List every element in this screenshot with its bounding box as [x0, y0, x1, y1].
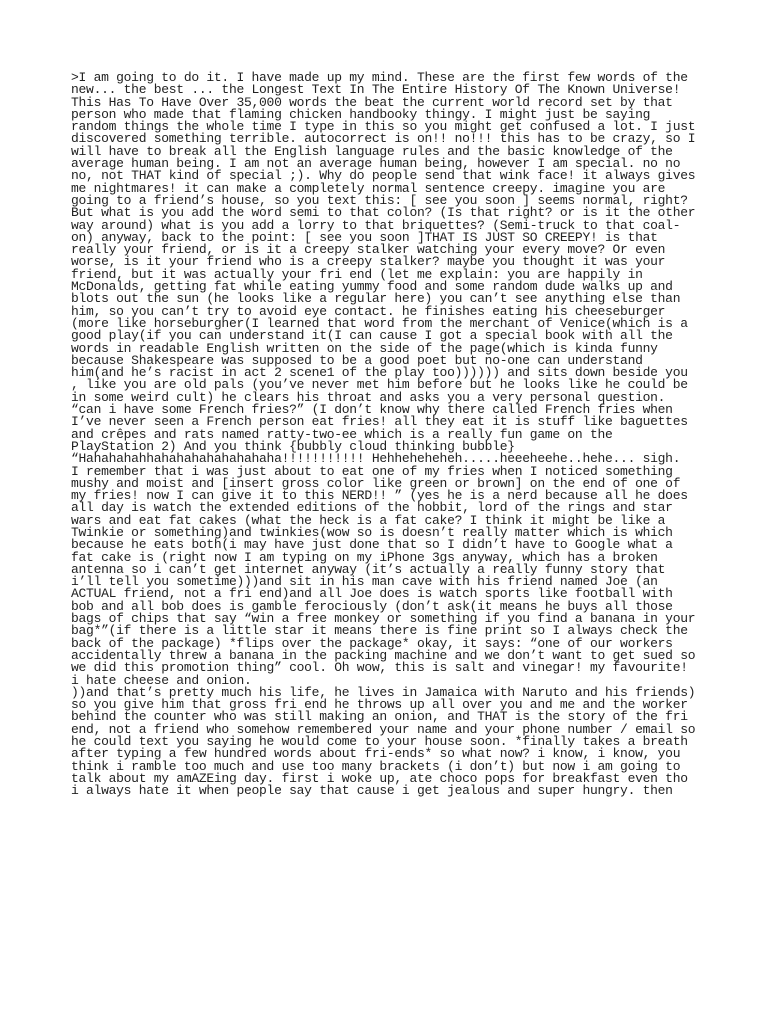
text-line: my fries! now I can give it to this NERD!! ” (yes he is a nerd because all he does	[71, 488, 688, 504]
text-line: This Has To Have Over 35,000 words the beat the current world record set by that	[71, 94, 673, 110]
text-line: after typing a few hundred words about fri-ends* so what now? i know, i know, you	[71, 746, 681, 762]
text-line: “can i have some French fries?” (I don’t know why there called French fries when	[71, 402, 673, 418]
text-line: talk about my amAZEing day. first i woke up, ate choco pops for breakfast even tho	[71, 770, 688, 786]
text-line: I’ve never seen a French person eat fries! all they eat it is stuff like baguettes	[71, 414, 688, 430]
text-line: discovered something terrible. autocorrect is on!! no!!! this has to be crazy, so I	[71, 131, 696, 147]
text-line: “Hahahahahhahahahahahahahaha!!!!!!!!!!! Hehheheheheh.....heeeheehe..hehe... sigh.	[71, 451, 681, 467]
text-line: so you give him that gross fri end he throws up all over you and me and the worker	[71, 697, 688, 713]
text-line: because Shakespeare was supposed to be a good poet but no-one can understand	[71, 352, 643, 368]
text-line: , like you are old pals (you’ve never met him before but he looks like he could be	[71, 377, 688, 393]
text-line: friend, but it was actually your fri end (let me explain: you are happily in	[71, 266, 643, 282]
text-line: him, so you can’t try to avoid eye contact. he finishes eating his cheeseburger	[71, 303, 666, 319]
text-line: bob and all bob does is gamble ferociously (don’t ask(it means he buys all those	[71, 598, 673, 614]
text-line: new... the best ... the Longest Text In The Entire History Of The Known Universe!	[71, 82, 681, 98]
text-line: person who made that flaming chicken handbooky thingy. I might just be saying	[71, 106, 651, 122]
text-line: antenna so i can’t get internet anyway (it’s actually a really funny story that	[71, 561, 666, 577]
text-line: average human being. I am not an average human being, however I am special. no no	[71, 156, 681, 172]
text-line: in some weird cult) he clears his throat and asks you a very personal question.	[71, 389, 666, 405]
document-body-text	[71, 72, 711, 798]
text-line: because he eats both(i may have just done that so I didn’t have to Google what a	[71, 537, 673, 553]
text-line: no, not THAT kind of special ;). Why do people send that wink face! it always gives	[71, 168, 696, 184]
text-line: worse, is it your friend who is a creepy stalker? maybe you thought it was your	[71, 254, 666, 270]
text-line: fat cake is (right now I am typing on my iPhone 3gs anyway, which has a broken	[71, 549, 658, 565]
text-line: bag*”(if there is a little star it means there is fine print so I always check the	[71, 623, 688, 639]
text-line: will have to break all the English language rules and the basic knowledge of the	[71, 143, 673, 159]
text-line: really your friend, or is it a creepy stalker watching your every move? Or even	[71, 242, 666, 258]
text-line: ))and that’s pretty much his life, he lives in Jamaica with Naruto and his friends)	[71, 684, 696, 700]
text-line: PlayStation 2) And you think {bubbly cloud thinking bubble}	[71, 438, 515, 454]
text-line: think i ramble too much and use too many brackets (i don’t) but now i am going to	[71, 758, 681, 774]
text-line: i’ll tell you sometime)))and sit in his man cave with his friend named Joe (an	[71, 574, 658, 590]
text-line: accidentally threw a banana in the packing machine and we don’t want to get sued so	[71, 647, 696, 663]
text-line: McDonalds, getting fat while eating yummy food and some random dude walks up and	[71, 279, 673, 295]
text-line: ACTUAL friend, not a fri end)and all Joe does is watch sports like football with	[71, 586, 673, 602]
text-line: >I am going to do it. I have made up my mind. These are the first few words of the	[71, 70, 688, 85]
text-line: words in readable English written on the side of the page(which is kinda funny	[71, 340, 658, 356]
text-line: good play(if you can understand it(I can cause I got a special book with all the	[71, 328, 673, 344]
text-line: and crêpes and rats named ratty-two-ee which is a really fun game on the	[71, 426, 613, 442]
text-line: he could text you saying he would come to your house soon. *finally takes a breath	[71, 734, 688, 750]
text-line: back of the package) *flips over the package* okay, it says: “one of our workers	[71, 635, 673, 651]
text-line: we did this promotion thing” cool. Oh wow, this is salt and vinegar! my favourite!	[71, 660, 688, 676]
text-line: bags of chips that say “win a free monkey or something if you find a banana in your	[71, 611, 696, 627]
text-line: blots out the sun (he looks like a regular here) you can’t see anything else than	[71, 291, 681, 307]
text-line: i hate cheese and onion.	[71, 672, 252, 688]
text-line: him(and he’s racist in act 2 scene1 of the play too)))))) and sits down beside you	[71, 365, 688, 381]
text-line: me nightmares! it can make a completely normal sentence creepy. imagine you are	[71, 180, 666, 196]
text-line: i always hate it when people say that cause i get jealous and super hungry. then	[71, 783, 673, 799]
text-line: random things the whole time I type in this so you might get confused a lot. I just	[71, 119, 696, 135]
text-line: way around) what is you add a lorry to that briquettes? (Semi-truck to that coal-	[71, 217, 681, 233]
text-line: (more like horseburgher(I learned that word from the merchant of Venice(which is a	[71, 315, 688, 331]
text-line: all day is watch the extended editions of the hobbit, lord of the rings and star	[71, 500, 673, 516]
text-line: on) anyway, back to the point: [ see you soon ]THAT IS JUST SO CREEPY! is that	[71, 229, 658, 245]
text-line: behind the counter who was still making an onion, and THAT is the story of the fri	[71, 709, 688, 725]
text-line: I remember that i was just about to eat one of my fries when I noticed something	[71, 463, 673, 479]
text-line: But what is you add the word semi to that colon? (Is that right? or is it the other	[71, 205, 696, 221]
text-line: Twinkie or something)and twinkies(wow so is doesn’t really matter which is which	[71, 524, 673, 540]
text-line: end, not a friend who somehow remembered your name and your phone number / email so	[71, 721, 696, 737]
text-line: mushy and moist and [insert gross color like green or brown] on the end of one of	[71, 475, 681, 491]
text-line: going to a friend’s house, so you text this: [ see you soon ] seems normal, right?	[71, 192, 688, 208]
text-line: wars and eat fat cakes (what the heck is a fat cake? I think it might be like a	[71, 512, 666, 528]
